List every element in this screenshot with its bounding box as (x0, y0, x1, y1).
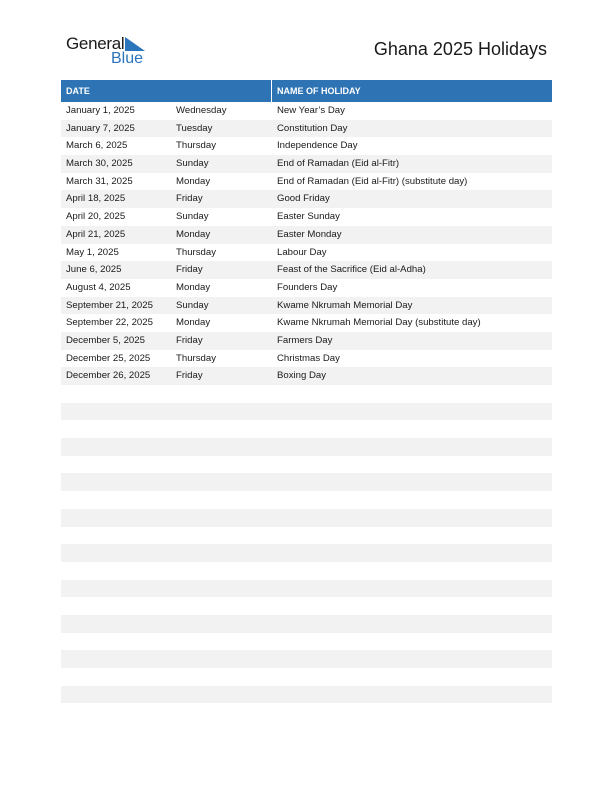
empty-table-row (61, 544, 552, 562)
table-row (61, 137, 552, 155)
table-row (61, 190, 552, 208)
logo-word-general: General (66, 34, 125, 53)
holiday-name: Constitution Day (277, 122, 348, 134)
header-divider (271, 80, 272, 102)
holiday-weekday: Monday (176, 228, 211, 240)
holiday-weekday: Monday (176, 317, 211, 329)
table-row (61, 314, 552, 332)
holiday-date: March 31, 2025 (66, 175, 133, 187)
table-row (61, 155, 552, 173)
page-title: Ghana 2025 Holidays (373, 39, 547, 59)
table-row (61, 102, 552, 120)
holiday-date: January 1, 2025 (66, 105, 135, 116)
empty-table-row (61, 403, 552, 421)
holiday-name: End of Ramadan (Eid al-Fitr) (substitute day) (277, 175, 468, 187)
holiday-name: Good Friday (277, 193, 330, 205)
holiday-date: January 7, 2025 (66, 122, 135, 134)
holiday-name: Feast of the Sacrifice (Eid al-Adha) (277, 264, 426, 276)
empty-table-row (61, 686, 552, 704)
holiday-weekday: Sunday (176, 158, 209, 170)
holiday-name: Labour Day (277, 246, 327, 258)
holiday-name: Independence Day (277, 140, 358, 152)
holiday-date: December 5, 2025 (66, 334, 145, 346)
table-row (61, 350, 552, 368)
table-row (61, 297, 552, 315)
column-header-date: DATE (66, 86, 90, 96)
holiday-name: Kwame Nkrumah Memorial Day (277, 299, 413, 311)
table-row (61, 120, 552, 138)
holiday-date: June 6, 2025 (66, 264, 122, 276)
holiday-weekday: Sunday (176, 211, 209, 223)
holiday-weekday: Thursday (176, 140, 216, 152)
holiday-name: Boxing Day (277, 370, 327, 382)
holiday-weekday: Monday (176, 281, 211, 293)
empty-table-row (61, 580, 552, 598)
empty-table-row (61, 633, 552, 651)
holiday-weekday: Wednesday (176, 105, 227, 116)
holiday-date: March 30, 2025 (66, 158, 133, 170)
holiday-name: End of Ramadan (Eid al-Fitr) (277, 158, 400, 170)
table-row (61, 173, 552, 191)
empty-table-row (61, 385, 552, 403)
empty-table-row (61, 703, 552, 721)
holiday-weekday: Monday (176, 175, 211, 187)
holiday-name: Christmas Day (277, 352, 340, 364)
holiday-weekday: Sunday (176, 299, 209, 311)
table-row (61, 244, 552, 262)
empty-table-row (61, 456, 552, 474)
column-header-name: NAME OF HOLIDAY (277, 86, 361, 96)
table-row (61, 367, 552, 385)
empty-table-row (61, 668, 552, 686)
table-row (61, 279, 552, 297)
holiday-weekday: Thursday (176, 352, 216, 364)
holiday-date: May 1, 2025 (66, 246, 119, 258)
holiday-date: December 26, 2025 (66, 370, 151, 382)
table-header (61, 80, 552, 102)
logo-word-blue: Blue (111, 50, 144, 67)
holiday-weekday: Thursday (176, 246, 216, 258)
holiday-name: New Year’s Day (277, 105, 345, 116)
empty-table-row (61, 597, 552, 615)
empty-table-row (61, 420, 552, 438)
holiday-name: Easter Monday (277, 228, 342, 240)
holiday-table (61, 80, 552, 721)
holiday-weekday: Tuesday (176, 122, 213, 134)
table-row (61, 261, 552, 279)
table-body (61, 102, 552, 721)
holiday-weekday: Friday (176, 264, 203, 276)
holiday-date: August 4, 2025 (66, 281, 131, 293)
empty-table-row (61, 615, 552, 633)
holiday-date: April 20, 2025 (66, 211, 126, 223)
holiday-weekday: Friday (176, 193, 203, 205)
empty-table-row (61, 491, 552, 509)
holiday-name: Easter Sunday (277, 211, 340, 223)
table-row (61, 208, 552, 226)
holiday-date: September 21, 2025 (66, 299, 153, 311)
table-row (61, 332, 552, 350)
empty-table-row (61, 650, 552, 668)
empty-table-row (61, 509, 552, 527)
holiday-weekday: Friday (176, 334, 203, 346)
empty-table-row (61, 438, 552, 456)
general-blue-logo (66, 34, 156, 68)
holiday-date: April 21, 2025 (66, 228, 126, 240)
empty-table-row (61, 562, 552, 580)
holiday-name: Founders Day (277, 281, 338, 293)
holiday-name: Farmers Day (277, 334, 333, 346)
holiday-date: March 6, 2025 (66, 140, 128, 152)
holiday-date: December 25, 2025 (66, 352, 151, 364)
holiday-name: Kwame Nkrumah Memorial Day (substitute day) (277, 317, 481, 329)
empty-table-row (61, 473, 552, 491)
holiday-date: April 18, 2025 (66, 193, 126, 205)
holiday-weekday: Friday (176, 370, 203, 382)
empty-table-row (61, 527, 552, 545)
holiday-date: September 22, 2025 (66, 317, 153, 329)
table-row (61, 226, 552, 244)
